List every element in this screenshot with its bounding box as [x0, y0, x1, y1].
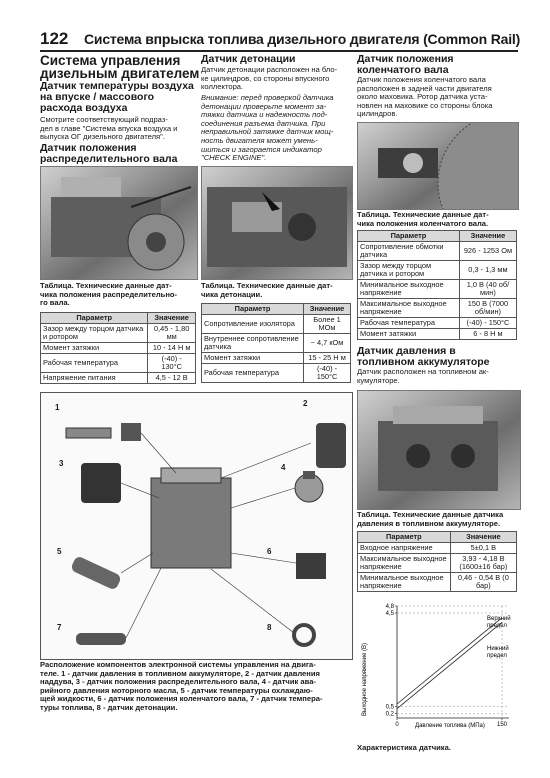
- knock-sensor-text: Датчик детонации расположен на бло- ке цилиндров, со стороны впускного коллектора.: [201, 65, 338, 92]
- callout-2: 2: [303, 399, 308, 408]
- sensor-2-image: [316, 423, 346, 468]
- sensor-1-image: [66, 423, 141, 441]
- chart-y-tick-label: 0,2: [385, 711, 394, 718]
- chart-x-tick-label: 150: [496, 722, 508, 728]
- table-row: Зазор между торцом датчика и ротором 0,3 - 1,3 мм: [358, 261, 517, 280]
- crankshaft-table-caption: Таблица. Технические данные дат- чика положения коленчатого вала.: [357, 210, 489, 228]
- component-layout-figure: [40, 392, 353, 660]
- table-row: Минимальное выходное напряжение 1,0 В (40 об/мин): [358, 280, 517, 299]
- table-row: Рабочая температура (-40) - 150°С: [202, 364, 351, 383]
- component-layout-caption: Расположение компонентов электронной системы управления на двига- теле. 1 - датчик давления в топливном аккумуляторе, 2 - датчик давления наддува, 3 - датчик положения распределительного вала, 4 - датчик ава- рийного давления моторного масла, 5 - датчик температуры охлаждаю- щей жидкости, 6 - датчик положения коленчатого вала, 7 - датчик темпера- туры топлива, 8 - датчик детонации.: [40, 660, 323, 712]
- callout-6: 6: [267, 547, 272, 556]
- sensor-6-image: [296, 553, 326, 579]
- sensor-3-image: [81, 463, 121, 503]
- table-row: Максимальное выходное напряжение 150 В (7000 об/мин): [358, 299, 517, 318]
- chart-series-line: [397, 618, 502, 704]
- sensor-5-image: [70, 555, 122, 591]
- sensor-4-image: [295, 471, 323, 502]
- intake-air-sensor-text: Смотрите соответствующий подраз- дел в главе "Система впуска воздуха и выпуска ОГ дизельного двигателя".: [40, 115, 178, 142]
- flywheel-photo-drawing: [358, 123, 518, 209]
- chart-y-label: Выходное напряжение (В): [362, 642, 368, 716]
- crankshaft-sensor-text: Датчик положения коленчатого вала расположен в задней части двигателя около маховика. Ротор датчика уста- новлен на маховике со стороны блока цилиндров.: [357, 75, 493, 119]
- chart-y-tick-label: 4,8: [385, 604, 394, 610]
- table-row: Момент затяжки 10 - 14 Н м: [41, 343, 196, 354]
- chart-y-tick-label: 4,5: [385, 611, 394, 617]
- chart-x-tick-label: 0: [395, 722, 399, 728]
- knock-sensor-heading: Датчик детонации: [201, 53, 296, 65]
- sensor-characteristic-chart: [357, 600, 519, 762]
- callout-5: 5: [57, 547, 62, 556]
- component-layout-drawing: [41, 393, 352, 659]
- crankshaft-sensor-photo: [357, 122, 519, 210]
- chart-caption: Характеристика датчика.: [357, 743, 451, 752]
- callout-1: 1: [55, 403, 60, 412]
- table-row: Минимальное выходное напряжение 0,46 - 0,54 В (0 бар): [358, 573, 517, 592]
- camshaft-sensor-photo: [40, 166, 198, 280]
- section-title: [40, 54, 200, 80]
- chart-series-line: [397, 622, 502, 708]
- page-number: 122: [40, 29, 69, 48]
- page-header: [40, 28, 521, 52]
- engine-photo-drawing: [358, 391, 520, 509]
- engine-photo-drawing: [202, 167, 352, 279]
- camshaft-spec-table: [40, 312, 196, 384]
- section-title-line: дизельным двигателем: [40, 66, 200, 81]
- table-row: Сопротивление изолятора Более 1 МОм: [202, 315, 351, 334]
- sensor-7-image: [76, 633, 126, 645]
- chart-svg: [357, 600, 519, 740]
- chart-series-label: Верхний предел: [487, 616, 511, 629]
- chart-y-tick-label: 0,5: [385, 704, 394, 711]
- crankshaft-spec-table: [357, 230, 517, 340]
- rail-table-caption: Таблица. Технические данные датчика давления в топливном аккумуляторе.: [357, 510, 504, 528]
- intake-air-sensor-heading: Датчик температуры воздуха на впуске / массового расхода воздуха: [40, 80, 194, 114]
- table-row: Сопротивление обмотки датчика 926 - 1253 Ом: [358, 242, 517, 261]
- table-row: Рабочая температура (-40) - 130°С: [41, 354, 196, 373]
- table-row: Входное напряжение 5±0,1 В: [358, 543, 517, 554]
- table-row: Максимальное выходное напряжение 3,93 - 4,18 В (1600±16 бар): [358, 554, 517, 573]
- table-header-row: Параметр Значение: [41, 313, 196, 324]
- camshaft-table-caption: Таблица. Технические данные дат- чика положения распределительно- го вала.: [40, 281, 178, 308]
- table-header-row: Параметр Значение: [358, 231, 517, 242]
- table-header-row: Параметр Значение: [358, 532, 517, 543]
- engine-block-image: [151, 478, 231, 568]
- knock-spec-table: [201, 303, 351, 383]
- chart-series: [397, 615, 511, 709]
- table-row: Напряжение питания 4,5 - 12 В: [41, 373, 196, 384]
- table-header-row: Параметр Значение: [202, 304, 351, 315]
- page-title: Система впрыска топлива дизельного двигателя (Common Rail): [84, 31, 521, 47]
- table-row: Зазор между торцом датчика и ротором 0,45 - 1,80 мм: [41, 324, 196, 343]
- rail-pressure-sensor-heading: Датчик давления в топливном аккумуляторе: [357, 345, 490, 368]
- sensor-8-image: [294, 625, 314, 645]
- camshaft-sensor-heading: Датчик положения распределительного вала: [40, 142, 178, 165]
- table-row: Рабочая температура (-40) - 150°С: [358, 318, 517, 329]
- rail-spec-table: [357, 531, 517, 592]
- callout-3: 3: [59, 459, 64, 468]
- callout-4: 4: [281, 463, 286, 472]
- section-title-line: Система управления: [40, 53, 181, 68]
- rail-pressure-sensor-photo: [357, 390, 521, 510]
- crankshaft-sensor-heading: Датчик положения коленчатого вала: [357, 53, 454, 76]
- callout-7: 7: [57, 623, 62, 632]
- table-row: Момент затяжки 6 - 8 Н м: [358, 329, 517, 340]
- rail-pressure-sensor-text: Датчик расположен на топливном ак- кумуляторе.: [357, 367, 489, 385]
- callout-8: 8: [267, 623, 272, 632]
- knock-sensor-note: Внимание: перед проверкой датчика детонации проверьте момент за- тяжки датчика и надежность под- соединения разъема датчика. При неправильной затяжке датчик мощ- ность двигателя может умень- шиться и загорается индикатор "CHECK ENGINE".: [201, 93, 334, 163]
- table-row: Внутреннее сопротивление датчика ~ 4,7 кОм: [202, 334, 351, 353]
- engine-photo-drawing: [41, 167, 197, 279]
- knock-table-caption: Таблица. Технические данные дат- чика детонации.: [201, 281, 333, 299]
- chart-x-label: Давление топлива (МПа): [415, 723, 485, 729]
- table-row: Момент затяжки 15 - 25 Н м: [202, 353, 351, 364]
- chart-series-label: Нижний предел: [487, 646, 509, 659]
- knock-sensor-photo: [201, 166, 353, 280]
